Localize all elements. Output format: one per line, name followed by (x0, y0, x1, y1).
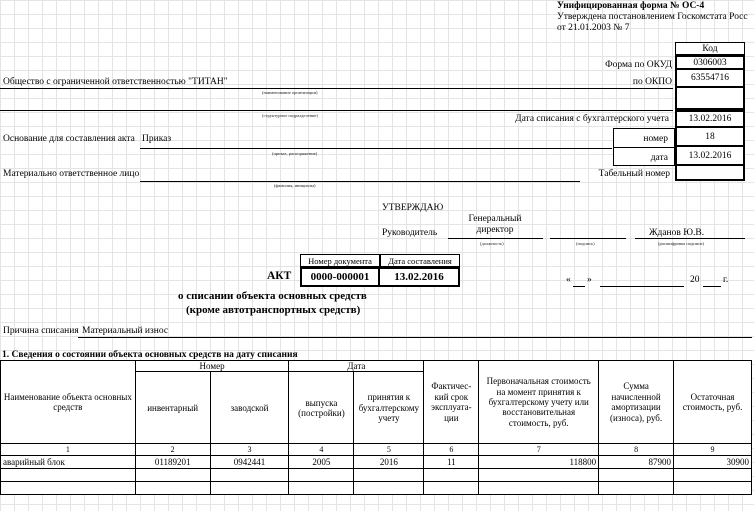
basis-number-value: 18 (675, 128, 745, 147)
act-title-line1: о списании объекта основных средств (178, 290, 367, 302)
table-row-empty (1, 482, 752, 495)
act-title-line2: (кроме автотранспортных средств) (186, 304, 361, 316)
unit-code-box (675, 88, 745, 110)
form-approved-line2: от 21.01.2003 № 7 (557, 23, 630, 33)
asset-residual: 30900 (674, 456, 752, 469)
basis-label: Основание для составления акта (3, 134, 135, 144)
asset-term: 11 (424, 456, 479, 469)
assets-table (0, 360, 752, 495)
head-label: Руководитель (382, 228, 438, 238)
reason-value: Материальный износ (82, 326, 169, 336)
tab-number-label: Табельный номер (598, 169, 670, 179)
write-off-date-value: 13.02.2016 (675, 110, 745, 128)
col-depr-header: Сумма начисленной амортизации (износа), руб. (599, 361, 674, 444)
unit-line (0, 110, 673, 111)
name-caption: (расшифровка подписи) (658, 241, 704, 246)
asset-factory: 0942441 (210, 456, 289, 469)
col-residual-header: Остаточная стоимость, руб. (674, 361, 752, 444)
col-initial-header: Первоначальная стоимость на момент принятия к бухгалтерскому учету или восстановительная стоимость, руб. (479, 361, 599, 444)
head-name: Жданов Ю.В. (649, 228, 705, 238)
column-number: 8 (599, 444, 674, 456)
col-accept-header: принятия к бухгалтерскому учету (354, 372, 424, 444)
organization-line (0, 88, 673, 89)
quote-open: « (566, 275, 571, 285)
doc-number: 0000-000001 (300, 267, 380, 287)
okud-value: 0306003 (675, 55, 745, 70)
okud-label: Форма по ОКУД (605, 60, 672, 70)
organization-caption: (наименование организации) (262, 90, 318, 95)
basis-number-label: номер (643, 134, 668, 144)
section1-title: 1. Сведения о состоянии объекта основных средств на дату списания (2, 350, 298, 360)
col-name-header: Наименование объекта основных средств (1, 361, 136, 444)
col-factory-header: заводской (210, 372, 289, 444)
asset-accept: 2016 (354, 456, 424, 469)
form-approved-line1: Утверждена постановлением Госкомстата Росс (557, 12, 748, 22)
column-number: 7 (479, 444, 599, 456)
asset-release: 2005 (289, 456, 354, 469)
okpo-label: по ОКПО (632, 77, 672, 87)
basis-date-value: 13.02.2016 (675, 147, 745, 166)
column-number: 5 (354, 444, 424, 456)
group-number-header: Номер (135, 361, 289, 372)
asset-name: аварийный блок (1, 456, 136, 469)
column-number: 3 (210, 444, 289, 456)
col-inventory-header: инвентарный (135, 372, 210, 444)
year-prefix: 20 (690, 275, 700, 285)
quote-close: » (587, 275, 592, 285)
basis-line (140, 148, 612, 149)
basis-caption: (приказ, распоряжение) (272, 151, 318, 156)
organization-name: Общество с ограниченной ответственностью "ТИТАН" (3, 77, 228, 87)
column-number: 9 (674, 444, 752, 456)
unit-caption: (структурное подразделение) (262, 113, 318, 118)
write-off-date-label: Дата списания с бухгалтерского учета (515, 114, 669, 124)
year-suffix: г. (723, 275, 729, 285)
responsible-label: Материально ответственное лицо (3, 169, 140, 179)
approve-title: УТВЕРЖДАЮ (382, 203, 444, 213)
act-label: АКТ (267, 270, 292, 282)
doc-date-header: Дата составления (380, 254, 460, 267)
doc-date: 13.02.2016 (380, 267, 460, 287)
reason-line (78, 337, 752, 338)
col-term-header: Фактичес-кий срок эксплуата-ции (424, 361, 479, 444)
group-date-header: Дата (289, 361, 424, 372)
column-number: 6 (424, 444, 479, 456)
basis-value: Приказ (142, 134, 172, 144)
responsible-line (140, 181, 580, 182)
column-numbers-row (1, 444, 752, 456)
form-title: Унифицированная форма № ОС-4 (557, 1, 705, 11)
tab-number-value (675, 166, 745, 181)
responsible-caption: (фамилия, инициалы) (274, 183, 316, 188)
signature-caption: (подпись) (576, 241, 595, 246)
okpo-value: 63554716 (675, 70, 745, 88)
basis-date-label: дата (650, 153, 668, 163)
table-row (1, 456, 752, 469)
asset-depr: 87900 (599, 456, 674, 469)
reason-label: Причина списания (3, 326, 79, 336)
column-number: 2 (135, 444, 210, 456)
column-number: 4 (289, 444, 354, 456)
col-release-header: выпуска (постройки) (289, 372, 354, 444)
doc-number-header: Номер документа (300, 254, 380, 267)
table-row-empty (1, 469, 752, 482)
column-number: 1 (1, 444, 136, 456)
position-caption: (должность) (480, 241, 504, 246)
asset-inventory: 01189201 (135, 456, 210, 469)
asset-initial: 118800 (479, 456, 599, 469)
code-header: Код (675, 42, 745, 55)
head-position: Генеральный директор (468, 214, 522, 235)
